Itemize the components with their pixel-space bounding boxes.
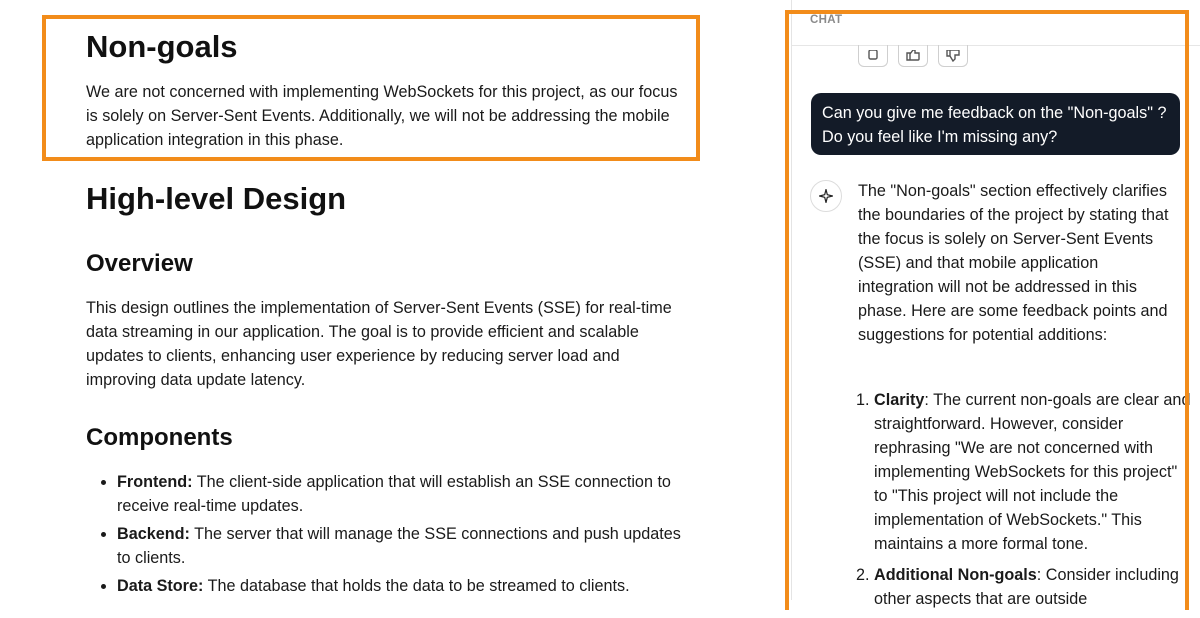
- component-term: Frontend:: [117, 473, 193, 491]
- assistant-message: The "Non-goals" section effectively clarifies the boundaries of the project by stating that the focus is solely on Server-Sent Events (SSE) and that mobile application integration will not be addressed in this phase. Here are some feedback points and suggestions for potential additions:: [858, 182, 1169, 344]
- component-term: Data Store:: [117, 577, 204, 595]
- highlight-box-chat: [785, 10, 1189, 610]
- component-desc: The database that holds the data to be streamed to clients.: [203, 577, 630, 595]
- suggestion-desc: : Consider including other aspects that are outside: [874, 566, 1179, 608]
- overview-heading: Overview: [86, 250, 193, 277]
- components-heading: Components: [86, 424, 233, 451]
- nongoals-heading: Non-goals: [86, 29, 238, 64]
- suggestion-desc: : The current non-goals are clear and straightforward. However, consider rephrasing "We are not concerned with implementing WebSockets for this project" to "This project will not include the implementation of WebSockets." This maintains a more formal tone.: [874, 391, 1191, 553]
- chat-pane: [785, 0, 1200, 608]
- nongoals-paragraph: We are not concerned with implementing WebSockets for this project, as our focus is solely on Server-Sent Events. Additionally, we will not be addressing the mobile application integration in this phase.: [86, 83, 678, 149]
- list-item: [117, 470, 687, 518]
- suggestion-term: Clarity: [874, 391, 925, 409]
- list-item: [117, 522, 687, 570]
- component-desc: The server that will manage the SSE connections and push updates to clients.: [117, 525, 681, 567]
- chat-label: CHAT: [810, 14, 843, 26]
- component-term: Backend:: [117, 525, 190, 543]
- component-desc: The client-side application that will establish an SSE connection to receive real-time updates.: [117, 473, 671, 515]
- overview-paragraph: This design outlines the implementation of Server-Sent Events (SSE) for real-time data streaming in our application. The goal is to provide efficient and scalable updates to clients, enhancing user experience by reducing server load and improving data update latency.: [86, 299, 672, 389]
- list-item: [117, 574, 687, 598]
- suggestion-term: Additional Non-goals: [874, 566, 1037, 584]
- user-message-bubble: Can you give me feedback on the "Non-goals" ? Do you feel like I'm missing any?: [811, 93, 1180, 155]
- components-list: [86, 470, 687, 602]
- design-heading: High-level Design: [86, 181, 347, 216]
